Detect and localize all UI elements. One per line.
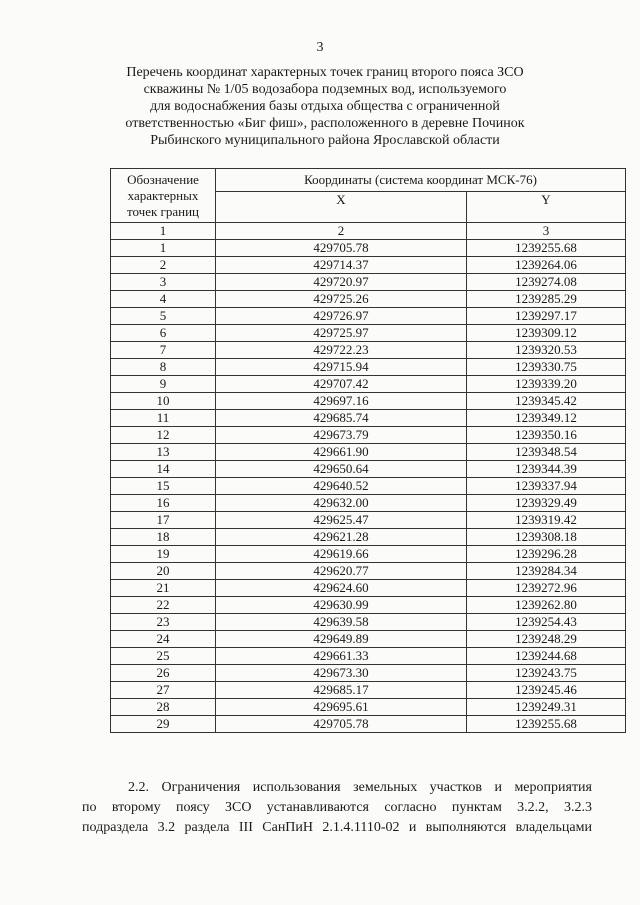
table-row <box>111 393 626 410</box>
point-number-cell: 9 <box>111 376 216 393</box>
y-coordinate-cell: 1239350.16 <box>467 427 626 444</box>
table-row <box>111 410 626 427</box>
table-row <box>111 325 626 342</box>
point-number-cell: 1 <box>111 240 216 257</box>
point-number-cell: 20 <box>111 563 216 580</box>
table-row <box>111 427 626 444</box>
x-coordinate-cell: 429722.23 <box>216 342 467 359</box>
point-number-cell: 10 <box>111 393 216 410</box>
table-row <box>111 597 626 614</box>
title-line: ответственностью «Биг фиш», расположенного в деревне Починок <box>125 116 525 131</box>
x-coordinate-cell: 429714.37 <box>216 257 467 274</box>
x-coordinate-cell: 429625.47 <box>216 512 467 529</box>
coordinates-table <box>110 168 626 733</box>
point-number-cell: 19 <box>111 546 216 563</box>
x-coordinate-cell: 429630.99 <box>216 597 467 614</box>
table-row <box>111 699 626 716</box>
header-line: точек границ <box>126 203 200 219</box>
x-coordinate-cell: 429639.58 <box>216 614 467 631</box>
point-number-cell: 7 <box>111 342 216 359</box>
y-coordinate-cell: 1239330.75 <box>467 359 626 376</box>
point-number-cell: 4 <box>111 291 216 308</box>
y-coordinate-cell: 1239345.42 <box>467 393 626 410</box>
page-number: 3 <box>316 40 324 55</box>
table-header-row <box>111 169 626 192</box>
x-coordinate-cell: 429697.16 <box>216 393 467 410</box>
x-coordinate-cell: 429725.26 <box>216 291 467 308</box>
table-row <box>111 359 626 376</box>
numbering-cell: 3 <box>467 223 626 240</box>
numbering-cell: 2 <box>216 223 467 240</box>
document-title <box>90 64 560 149</box>
table-numbering-row <box>111 223 626 240</box>
table-row <box>111 665 626 682</box>
point-number-cell: 21 <box>111 580 216 597</box>
y-coordinate-cell: 1239248.29 <box>467 631 626 648</box>
x-coordinate-cell: 429673.30 <box>216 665 467 682</box>
point-number-cell: 6 <box>111 325 216 342</box>
point-number-cell: 5 <box>111 308 216 325</box>
point-number-cell: 28 <box>111 699 216 716</box>
table-row <box>111 308 626 325</box>
x-coordinate-cell: 429705.78 <box>216 716 467 733</box>
header-y: Y <box>467 192 626 223</box>
x-coordinate-cell: 429640.52 <box>216 478 467 495</box>
y-coordinate-cell: 1239339.20 <box>467 376 626 393</box>
y-coordinate-cell: 1239284.34 <box>467 563 626 580</box>
section-paragraph <box>82 778 592 838</box>
x-coordinate-cell: 429705.78 <box>216 240 467 257</box>
header-line: Обозначение <box>127 171 199 187</box>
header-coordinate-system: Координаты (система координат МСК-76) <box>216 169 626 192</box>
y-coordinate-cell: 1239285.29 <box>467 291 626 308</box>
point-number-cell: 25 <box>111 648 216 665</box>
y-coordinate-cell: 1239272.96 <box>467 580 626 597</box>
y-coordinate-cell: 1239274.08 <box>467 274 626 291</box>
y-coordinate-cell: 1239243.75 <box>467 665 626 682</box>
x-coordinate-cell: 429620.77 <box>216 563 467 580</box>
x-coordinate-cell: 429621.28 <box>216 529 467 546</box>
x-coordinate-cell: 429685.17 <box>216 682 467 699</box>
paragraph-line: по второму поясу ЗСО устанавливаются согласно пунктам 3.2.2, 3.2.3 <box>82 800 592 815</box>
y-coordinate-cell: 1239296.28 <box>467 546 626 563</box>
title-line: Перечень координат характерных точек границ второго пояса ЗСО <box>126 65 524 80</box>
x-coordinate-cell: 429661.33 <box>216 648 467 665</box>
point-number-cell: 27 <box>111 682 216 699</box>
table-row <box>111 257 626 274</box>
y-coordinate-cell: 1239329.49 <box>467 495 626 512</box>
table-row <box>111 495 626 512</box>
y-coordinate-cell: 1239264.06 <box>467 257 626 274</box>
y-coordinate-cell: 1239245.46 <box>467 682 626 699</box>
point-number-cell: 22 <box>111 597 216 614</box>
point-number-cell: 15 <box>111 478 216 495</box>
x-coordinate-cell: 429685.74 <box>216 410 467 427</box>
y-coordinate-cell: 1239348.54 <box>467 444 626 461</box>
paragraph-line: подраздела 3.2 раздела III СанПиН 2.1.4.1110-02 и выполняются владельцами <box>82 820 592 835</box>
point-number-cell: 12 <box>111 427 216 444</box>
table-row <box>111 376 626 393</box>
table-row <box>111 614 626 631</box>
x-coordinate-cell: 429726.97 <box>216 308 467 325</box>
y-coordinate-cell: 1239319.42 <box>467 512 626 529</box>
x-coordinate-cell: 429707.42 <box>216 376 467 393</box>
title-line: для водоснабжения базы отдыха общества с ограниченной <box>150 99 500 114</box>
point-number-cell: 29 <box>111 716 216 733</box>
table-row <box>111 461 626 478</box>
point-number-cell: 14 <box>111 461 216 478</box>
table-row <box>111 682 626 699</box>
paragraph-line: 2.2. Ограничения использования земельных участков и мероприятия <box>128 780 592 795</box>
point-number-cell: 8 <box>111 359 216 376</box>
point-number-cell: 17 <box>111 512 216 529</box>
table-row <box>111 342 626 359</box>
y-coordinate-cell: 1239255.68 <box>467 716 626 733</box>
y-coordinate-cell: 1239254.43 <box>467 614 626 631</box>
x-coordinate-cell: 429725.97 <box>216 325 467 342</box>
x-coordinate-cell: 429650.64 <box>216 461 467 478</box>
title-line: скважины № 1/05 водозабора подземных вод, используемого <box>143 82 507 97</box>
table-row <box>111 478 626 495</box>
y-coordinate-cell: 1239308.18 <box>467 529 626 546</box>
table-row <box>111 291 626 308</box>
table-row <box>111 546 626 563</box>
table-row <box>111 631 626 648</box>
x-coordinate-cell: 429661.90 <box>216 444 467 461</box>
x-coordinate-cell: 429619.66 <box>216 546 467 563</box>
point-number-cell: 13 <box>111 444 216 461</box>
x-coordinate-cell: 429632.00 <box>216 495 467 512</box>
y-coordinate-cell: 1239320.53 <box>467 342 626 359</box>
point-number-cell: 2 <box>111 257 216 274</box>
table-row <box>111 274 626 291</box>
table-row <box>111 716 626 733</box>
header-point-designation <box>111 169 216 223</box>
table-row <box>111 240 626 257</box>
point-number-cell: 11 <box>111 410 216 427</box>
table-row <box>111 529 626 546</box>
y-coordinate-cell: 1239255.68 <box>467 240 626 257</box>
point-number-cell: 16 <box>111 495 216 512</box>
x-coordinate-cell: 429624.60 <box>216 580 467 597</box>
x-coordinate-cell: 429695.61 <box>216 699 467 716</box>
y-coordinate-cell: 1239249.31 <box>467 699 626 716</box>
y-coordinate-cell: 1239262.80 <box>467 597 626 614</box>
table-row <box>111 444 626 461</box>
y-coordinate-cell: 1239349.12 <box>467 410 626 427</box>
point-number-cell: 18 <box>111 529 216 546</box>
table-row <box>111 648 626 665</box>
x-coordinate-cell: 429720.97 <box>216 274 467 291</box>
point-number-cell: 24 <box>111 631 216 648</box>
table-row <box>111 563 626 580</box>
y-coordinate-cell: 1239337.94 <box>467 478 626 495</box>
table-row <box>111 580 626 597</box>
header-x: X <box>216 192 467 223</box>
x-coordinate-cell: 429649.89 <box>216 631 467 648</box>
title-line: Рыбинского муниципального района Ярославской области <box>150 133 500 148</box>
y-coordinate-cell: 1239244.68 <box>467 648 626 665</box>
x-coordinate-cell: 429673.79 <box>216 427 467 444</box>
table-row <box>111 512 626 529</box>
x-coordinate-cell: 429715.94 <box>216 359 467 376</box>
y-coordinate-cell: 1239309.12 <box>467 325 626 342</box>
point-number-cell: 3 <box>111 274 216 291</box>
header-line: характерных <box>127 187 199 203</box>
point-number-cell: 26 <box>111 665 216 682</box>
y-coordinate-cell: 1239344.39 <box>467 461 626 478</box>
numbering-cell: 1 <box>111 223 216 240</box>
y-coordinate-cell: 1239297.17 <box>467 308 626 325</box>
point-number-cell: 23 <box>111 614 216 631</box>
